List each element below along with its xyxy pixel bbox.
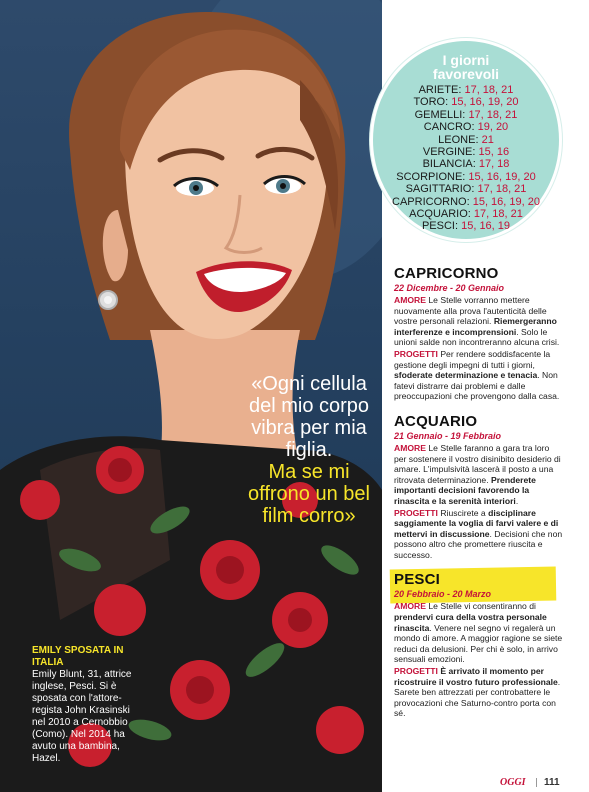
favorite-days-title-line1: I giorni	[442, 52, 490, 68]
progetti-text-end: . Decisioni che non possono altro che promettere riuscita e successo.	[394, 528, 563, 560]
favorite-sign: LEONE:	[438, 133, 479, 146]
favorite-days: 17, 18, 21	[464, 84, 514, 96]
progetti-label: PROGETTI	[394, 348, 438, 359]
favorite-days: 15, 16	[478, 146, 510, 159]
progetti-label: PROGETTI	[394, 666, 438, 677]
favorite-days: 19, 20	[477, 121, 509, 134]
favorite-days-row	[378, 109, 554, 121]
page-number: 111	[544, 777, 560, 788]
favorite-days-row	[378, 220, 554, 232]
favorite-sign: BILANCIA:	[422, 158, 476, 171]
amore-text: Le Stelle faranno a gara tra loro per sostenere il vostro disinibito desiderio di amare. L'impulsività lascerà il posto a una ritrovata determinazione.	[394, 442, 561, 485]
amore-highlight: Prenderete importanti decisioni favorendo la rinascita e la serenità interiori	[394, 474, 536, 506]
favorite-days-row	[378, 121, 554, 133]
favorite-days-list	[378, 84, 554, 233]
progetti-text: Riuscirete a	[437, 507, 489, 518]
sign-name: ACQUARIO	[394, 412, 478, 430]
favorite-days: 21	[481, 133, 494, 146]
pull-quote-white: «Ogni cellula del mio corpo vibra per mia figlia.	[248, 373, 370, 461]
progetti-text: Per rendere soddisfacente la gestione degli impegni di tutti i giorni,	[394, 348, 551, 370]
amore-text-end: .	[515, 495, 519, 506]
favorite-days-row	[378, 208, 554, 220]
amore-highlight: prendervi cura della vostra personale rinascita	[394, 612, 547, 633]
progetti-highlight: disciplinare saggiamente la voglia di farvi valere e di mettervi in discussione	[394, 507, 559, 539]
sign-capricorno	[394, 266, 564, 402]
favorite-sign: VERGINE:	[422, 146, 476, 159]
caption-text: Emily Blunt, 31, attrice inglese, Pesci. Si è sposata con l'attore-regista John Krasinski nel 2010 a Cernobbio (Como). Nel 2014 ha avuto una bambina, Hazel.	[32, 669, 132, 764]
favorite-days-row	[378, 158, 554, 170]
favorite-days: 15, 16, 19	[461, 220, 511, 233]
favorite-days-row	[378, 96, 554, 108]
sign-dates: 20 Febbraio - 20 Marzo	[394, 589, 492, 600]
favorite-days: 17, 18, 21	[468, 108, 518, 121]
progetti-label: PROGETTI	[394, 507, 438, 518]
sign-amore	[394, 443, 564, 507]
sign-amore	[394, 601, 564, 665]
pull-quote	[238, 373, 380, 527]
favorite-sign: CANCRO:	[423, 121, 475, 134]
amore-label: AMORE	[394, 601, 426, 612]
favorite-days-row	[378, 146, 554, 158]
sign-pesci	[394, 572, 564, 719]
favorite-days: 15, 16, 19, 20	[472, 195, 540, 208]
favorite-days: 17, 18, 21	[477, 183, 527, 196]
amore-label: AMORE	[394, 295, 426, 305]
amore-highlight: Riemergeranno interferenze e incomprensioni	[394, 316, 557, 337]
progetti-highlight: È arrivato il momento per ricostruire il vostro futuro professionale	[394, 666, 558, 687]
favorite-sign: PESCI:	[421, 220, 459, 233]
favorite-sign: ARIETE:	[418, 84, 462, 96]
favorite-sign: SAGITTARIO:	[405, 183, 475, 196]
amore-label: AMORE	[394, 442, 426, 453]
magazine-logo: OGGI	[500, 777, 526, 788]
progetti-text-end: . Sarete ben attrezzati per controbattere le provocazioni che Saturno-contro porta con sé.	[394, 676, 561, 719]
sign-progetti	[394, 666, 564, 719]
favorite-sign: TORO:	[413, 96, 449, 109]
favorite-days-row	[378, 171, 554, 183]
sign-acquario	[394, 414, 564, 561]
amore-text-end: . Venere nel segno vi regalerà un mondo di amore. A maggior ragione se siete reduci da delusioni. Per chi è solo, in arrivo sensuali emozioni.	[394, 622, 563, 665]
amore-text: Le Stelle vorranno mettere nuovamente alla prova l'autenticità delle vostre personali relazioni.	[394, 295, 547, 327]
favorite-sign: ACQUARIO:	[409, 208, 471, 221]
favorite-days: 15, 16, 19, 20	[451, 96, 519, 109]
sign-progetti	[394, 349, 564, 402]
horoscope-column	[394, 266, 564, 719]
sign-name: CAPRICORNO	[394, 265, 499, 282]
caption-title: EMILY SPOSATA IN ITALIA	[32, 645, 124, 668]
favorite-sign: SCORPIONE:	[396, 170, 466, 183]
progetti-highlight: sfoderate determinazione e tenacia	[394, 370, 538, 381]
favorite-days-title	[380, 53, 552, 81]
page-footer	[500, 777, 580, 789]
favorite-days-title-line2: favorevoli	[432, 66, 500, 82]
favorite-days-row	[378, 84, 554, 96]
sign-dates: 21 Gennaio - 19 Febbraio	[394, 430, 502, 441]
favorite-days-row	[378, 134, 554, 146]
sign-name: PESCI	[394, 571, 441, 589]
amore-text: Le Stelle vi consentiranno di	[426, 601, 536, 612]
favorite-sign: GEMELLI:	[414, 108, 466, 121]
sign-amore	[394, 295, 564, 348]
photo-caption	[32, 645, 142, 765]
favorite-days: 15, 16, 19, 20	[468, 170, 536, 183]
favorite-days: 17, 18	[478, 158, 510, 171]
footer-divider	[536, 778, 537, 787]
favorite-sign: CAPRICORNO:	[392, 195, 470, 208]
favorite-days-row	[378, 196, 554, 208]
favorite-days-row	[378, 183, 554, 195]
pull-quote-yellow: Ma se mi offrono un bel film corro»	[248, 461, 370, 527]
amore-text-end: . Solo le unioni salde non incontreranno alcuna crisi.	[394, 326, 560, 348]
sign-progetti	[394, 508, 564, 561]
sign-dates: 22 Dicembre - 20 Gennaio	[394, 283, 505, 293]
favorite-days: 17, 18, 21	[473, 208, 523, 221]
progetti-text-end: . Non fatevi distrarre dai problemi e dalle preoccupazioni che provengono dalla casa.	[394, 370, 560, 402]
